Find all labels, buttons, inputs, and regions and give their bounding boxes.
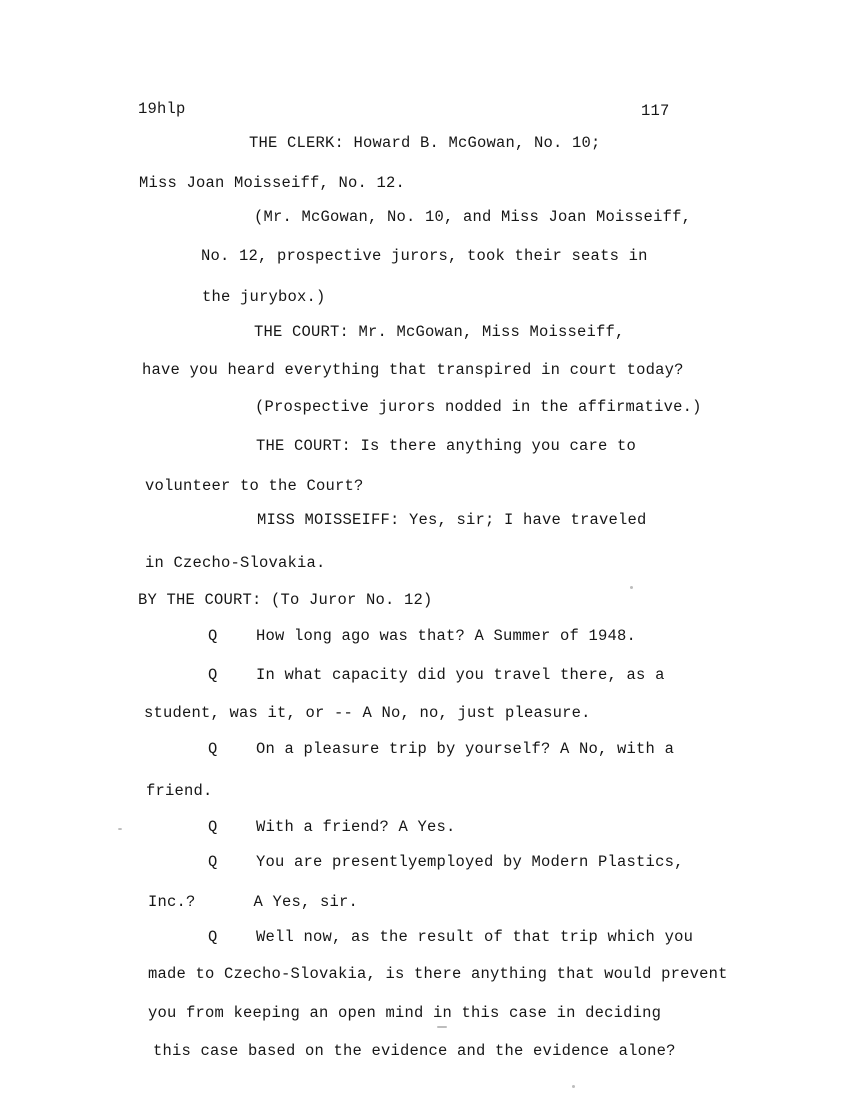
scan-speck [118, 828, 122, 830]
transcript-line: the jurybox.) [202, 288, 326, 306]
transcript-line: friend. [146, 782, 213, 800]
transcript-line: (Prospective jurors nodded in the affirmative.) [255, 398, 702, 416]
question-label: Q [208, 818, 218, 836]
answer-text: A Yes, sir. [253, 893, 359, 911]
question-line [208, 627, 636, 645]
question-text: In what capacity did you travel there, as a [256, 666, 665, 684]
answer-line [148, 893, 358, 911]
question-line [208, 740, 674, 758]
transcript-line: No. 12, prospective jurors, took their seats in [201, 247, 648, 265]
transcript-line: in Czecho-Slovakia. [145, 554, 326, 572]
question-text: With a friend? A Yes. [256, 818, 456, 836]
question-text: Well now, as the result of that trip which you [256, 928, 694, 946]
transcript-line: student, was it, or -- A No, no, just pleasure. [144, 704, 591, 722]
question-label: Q [208, 853, 218, 871]
question-text: How long ago was that? A Summer of 1948. [256, 627, 637, 645]
page-code: 19hlp [138, 100, 186, 118]
transcript-line: THE COURT: Mr. McGowan, Miss Moisseiff, [254, 323, 625, 341]
transcript-line: made to Czecho-Slovakia, is there anything that would prevent [148, 965, 728, 983]
transcript-line: have you heard everything that transpired in court today? [142, 361, 684, 379]
question-label: Q [208, 666, 218, 684]
question-line [208, 666, 665, 684]
transcript-line: Miss Joan Moisseiff, No. 12. [139, 174, 406, 192]
question-text: On a pleasure trip by yourself? A No, with a [256, 740, 675, 758]
question-line [208, 853, 684, 871]
question-label: Q [208, 627, 218, 645]
question-line [208, 928, 693, 946]
transcript-line: this case based on the evidence and the evidence alone? [153, 1042, 676, 1060]
scan-speck [572, 1085, 575, 1088]
transcript-line: THE CLERK: Howard B. McGowan, No. 10; [249, 134, 601, 152]
page-number: 117 [641, 102, 670, 120]
transcript-line: MISS MOISSEIFF: Yes, sir; I have traveled [257, 511, 647, 529]
transcript-line: volunteer to the Court? [145, 477, 364, 495]
scan-speck [630, 586, 633, 589]
transcript-line: THE COURT: Is there anything you care to [256, 437, 637, 455]
transcript-line: you from keeping an open mind in this case in deciding [148, 1004, 662, 1022]
examination-heading: BY THE COURT: (To Juror No. 12) [138, 591, 433, 609]
line-text: Inc.? [148, 893, 196, 911]
transcript-line: (Mr. McGowan, No. 10, and Miss Joan Moisseiff, [254, 208, 692, 226]
scan-speck [437, 1026, 447, 1028]
question-text: You are presentlyemployed by Modern Plastics, [256, 853, 684, 871]
question-label: Q [208, 740, 218, 758]
question-label: Q [208, 928, 218, 946]
question-line [208, 818, 456, 836]
